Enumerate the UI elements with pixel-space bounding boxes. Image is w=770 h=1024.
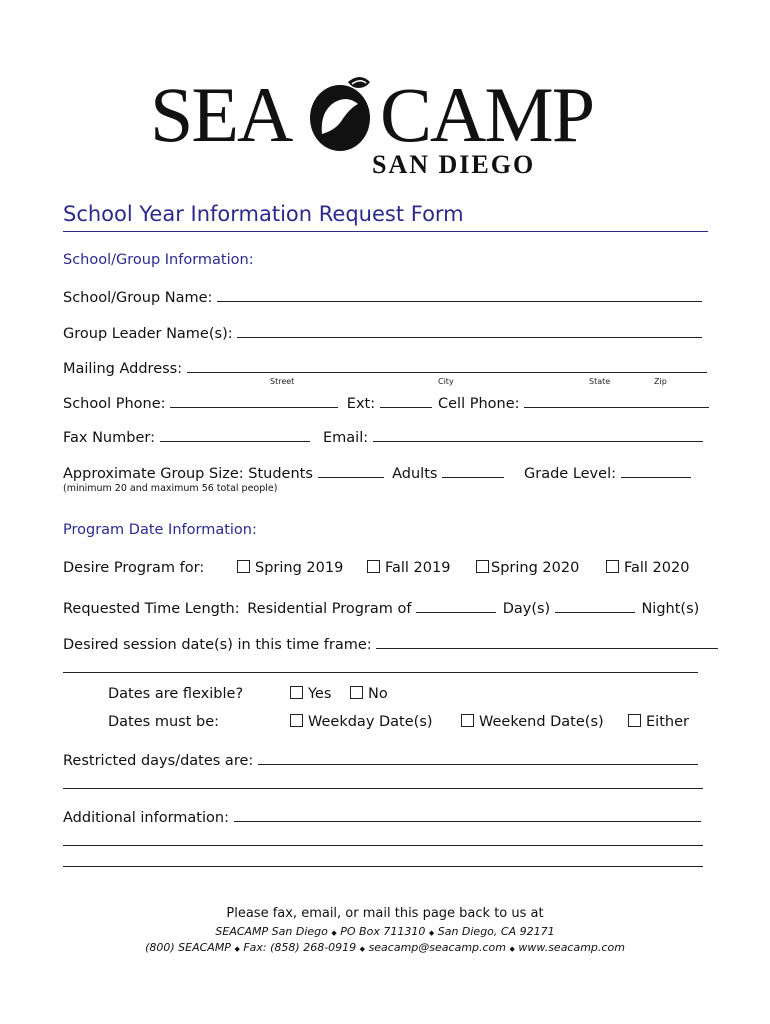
bullet-icon: ◆ [234, 945, 240, 953]
footer-city: San Diego, CA 92171 [437, 925, 555, 938]
restricted-label: Restricted days/dates are: [63, 753, 254, 769]
state-caption: State [589, 377, 611, 386]
fax-label: Fax Number: [63, 430, 155, 446]
option-fall-2019-label: Fall 2019 [385, 560, 451, 576]
school-name-row [63, 287, 702, 306]
bullet-icon: ◆ [359, 945, 366, 953]
weekend-option[interactable] [461, 714, 604, 730]
residential-label: Residential Program of [247, 601, 412, 617]
email-label: Email: [323, 430, 369, 446]
checkbox-icon[interactable] [628, 714, 641, 727]
form-title: School Year Information Request Form [63, 202, 464, 226]
bullet-icon: ◆ [428, 929, 435, 937]
email-row [323, 427, 703, 446]
group-size-row [63, 463, 504, 482]
cell-phone-row [438, 393, 709, 412]
fax-row [63, 427, 310, 446]
adults-field[interactable] [442, 463, 504, 478]
group-size-label: Approximate Group Size: Students [63, 466, 313, 482]
time-length-label: Requested Time Length: [63, 601, 240, 617]
option-spring-2020[interactable] [476, 560, 579, 576]
school-phone-label: School Phone: [63, 396, 166, 412]
ext-field[interactable] [380, 393, 432, 408]
mailing-address-field[interactable] [187, 358, 707, 373]
footer-po-box: PO Box 711310 [340, 925, 426, 938]
checkbox-icon[interactable] [290, 714, 303, 727]
shell-icon [302, 74, 382, 154]
weekday-label: Weekday Date(s) [308, 714, 433, 730]
restricted-row [63, 750, 698, 769]
weekday-option[interactable] [290, 714, 433, 730]
adults-label: Adults [392, 466, 438, 482]
footer-email-link[interactable]: seacamp@seacamp.com [368, 941, 507, 954]
footer-org: SEACAMP San Diego [215, 925, 328, 938]
restricted-field[interactable] [258, 750, 698, 765]
group-leader-field[interactable] [237, 323, 702, 338]
option-spring-2020-label: Spring 2020 [491, 560, 580, 576]
zip-caption: Zip [654, 377, 667, 386]
time-length-row [63, 598, 699, 617]
must-be-label: Dates must be: [108, 714, 219, 730]
footer-line-1: Please fax, email, or mail this page back to us at [226, 906, 544, 921]
option-spring-2019[interactable] [237, 560, 343, 576]
section-program-heading: Program Date Information: [63, 522, 257, 538]
flexible-no[interactable] [350, 686, 388, 702]
restricted-line-2[interactable] [63, 788, 703, 789]
group-leader-row [63, 323, 702, 342]
school-name-label: School/Group Name: [63, 290, 213, 306]
email-field[interactable] [373, 427, 703, 442]
logo-word-camp: CAMP [380, 71, 594, 158]
ext-label: Ext: [346, 396, 376, 412]
weekend-label: Weekend Date(s) [479, 714, 604, 730]
desired-dates-row [63, 634, 718, 653]
option-fall-2019[interactable] [367, 560, 450, 576]
phone-row [63, 393, 432, 412]
bullet-icon: ◆ [331, 929, 337, 937]
desire-label: Desire Program for: [63, 560, 205, 576]
mailing-address-label: Mailing Address: [63, 361, 183, 377]
nights-field[interactable] [555, 598, 635, 613]
option-spring-2019-label: Spring 2019 [255, 560, 344, 576]
additional-line-2[interactable] [63, 845, 703, 846]
checkbox-icon[interactable] [461, 714, 474, 727]
grade-level-row [524, 463, 691, 482]
either-label: Either [646, 714, 689, 730]
checkbox-icon[interactable] [367, 560, 380, 573]
additional-row [63, 807, 701, 826]
title-rule [63, 231, 708, 232]
school-name-field[interactable] [217, 287, 702, 302]
checkbox-icon[interactable] [237, 560, 250, 573]
option-fall-2020-label: Fall 2020 [624, 560, 690, 576]
nights-label: Night(s) [641, 601, 700, 617]
city-caption: City [438, 377, 454, 386]
footer-fax: Fax: (858) 268-0919 [243, 941, 357, 954]
desired-dates-label: Desired session date(s) in this time frame: [63, 637, 372, 653]
street-caption: Street [270, 377, 295, 386]
size-note: (minimum 20 and maximum 56 total people) [63, 483, 278, 494]
flexible-yes-label: Yes [308, 686, 332, 702]
school-phone-field[interactable] [170, 393, 338, 408]
checkbox-icon[interactable] [350, 686, 363, 699]
logo-sub: SAN DIEGO [372, 150, 536, 179]
option-fall-2020[interactable] [606, 560, 689, 576]
fax-field[interactable] [160, 427, 310, 442]
cell-phone-label: Cell Phone: [438, 396, 520, 412]
checkbox-icon[interactable] [476, 560, 489, 573]
days-field[interactable] [416, 598, 496, 613]
cell-phone-field[interactable] [524, 393, 709, 408]
desired-dates-field[interactable] [376, 634, 718, 649]
additional-line-3[interactable] [63, 866, 703, 867]
additional-label: Additional information: [63, 810, 229, 826]
flexible-label: Dates are flexible? [108, 686, 244, 702]
flexible-no-label: No [368, 686, 388, 702]
students-field[interactable] [318, 463, 384, 478]
section-school-heading: School/Group Information: [63, 252, 254, 268]
mailing-address-row [63, 358, 707, 377]
additional-field[interactable] [234, 807, 701, 822]
group-leader-label: Group Leader Name(s): [63, 326, 233, 342]
bullet-icon: ◆ [509, 945, 515, 953]
checkbox-icon[interactable] [290, 686, 303, 699]
footer-line-2 [0, 925, 770, 938]
checkbox-icon[interactable] [606, 560, 619, 573]
either-option[interactable] [628, 714, 689, 730]
grade-level-field[interactable] [621, 463, 691, 478]
flexible-yes[interactable] [290, 686, 331, 702]
logo [150, 70, 620, 180]
days-label: Day(s) [502, 601, 551, 617]
logo-word-sea: SEA [150, 71, 292, 158]
desired-dates-line-2[interactable] [63, 672, 698, 673]
grade-level-label: Grade Level: [524, 466, 616, 482]
footer-web-link[interactable]: www.seacamp.com [518, 941, 625, 954]
footer-phone: (800) SEACAMP [145, 941, 231, 954]
footer-line-3 [0, 941, 770, 954]
